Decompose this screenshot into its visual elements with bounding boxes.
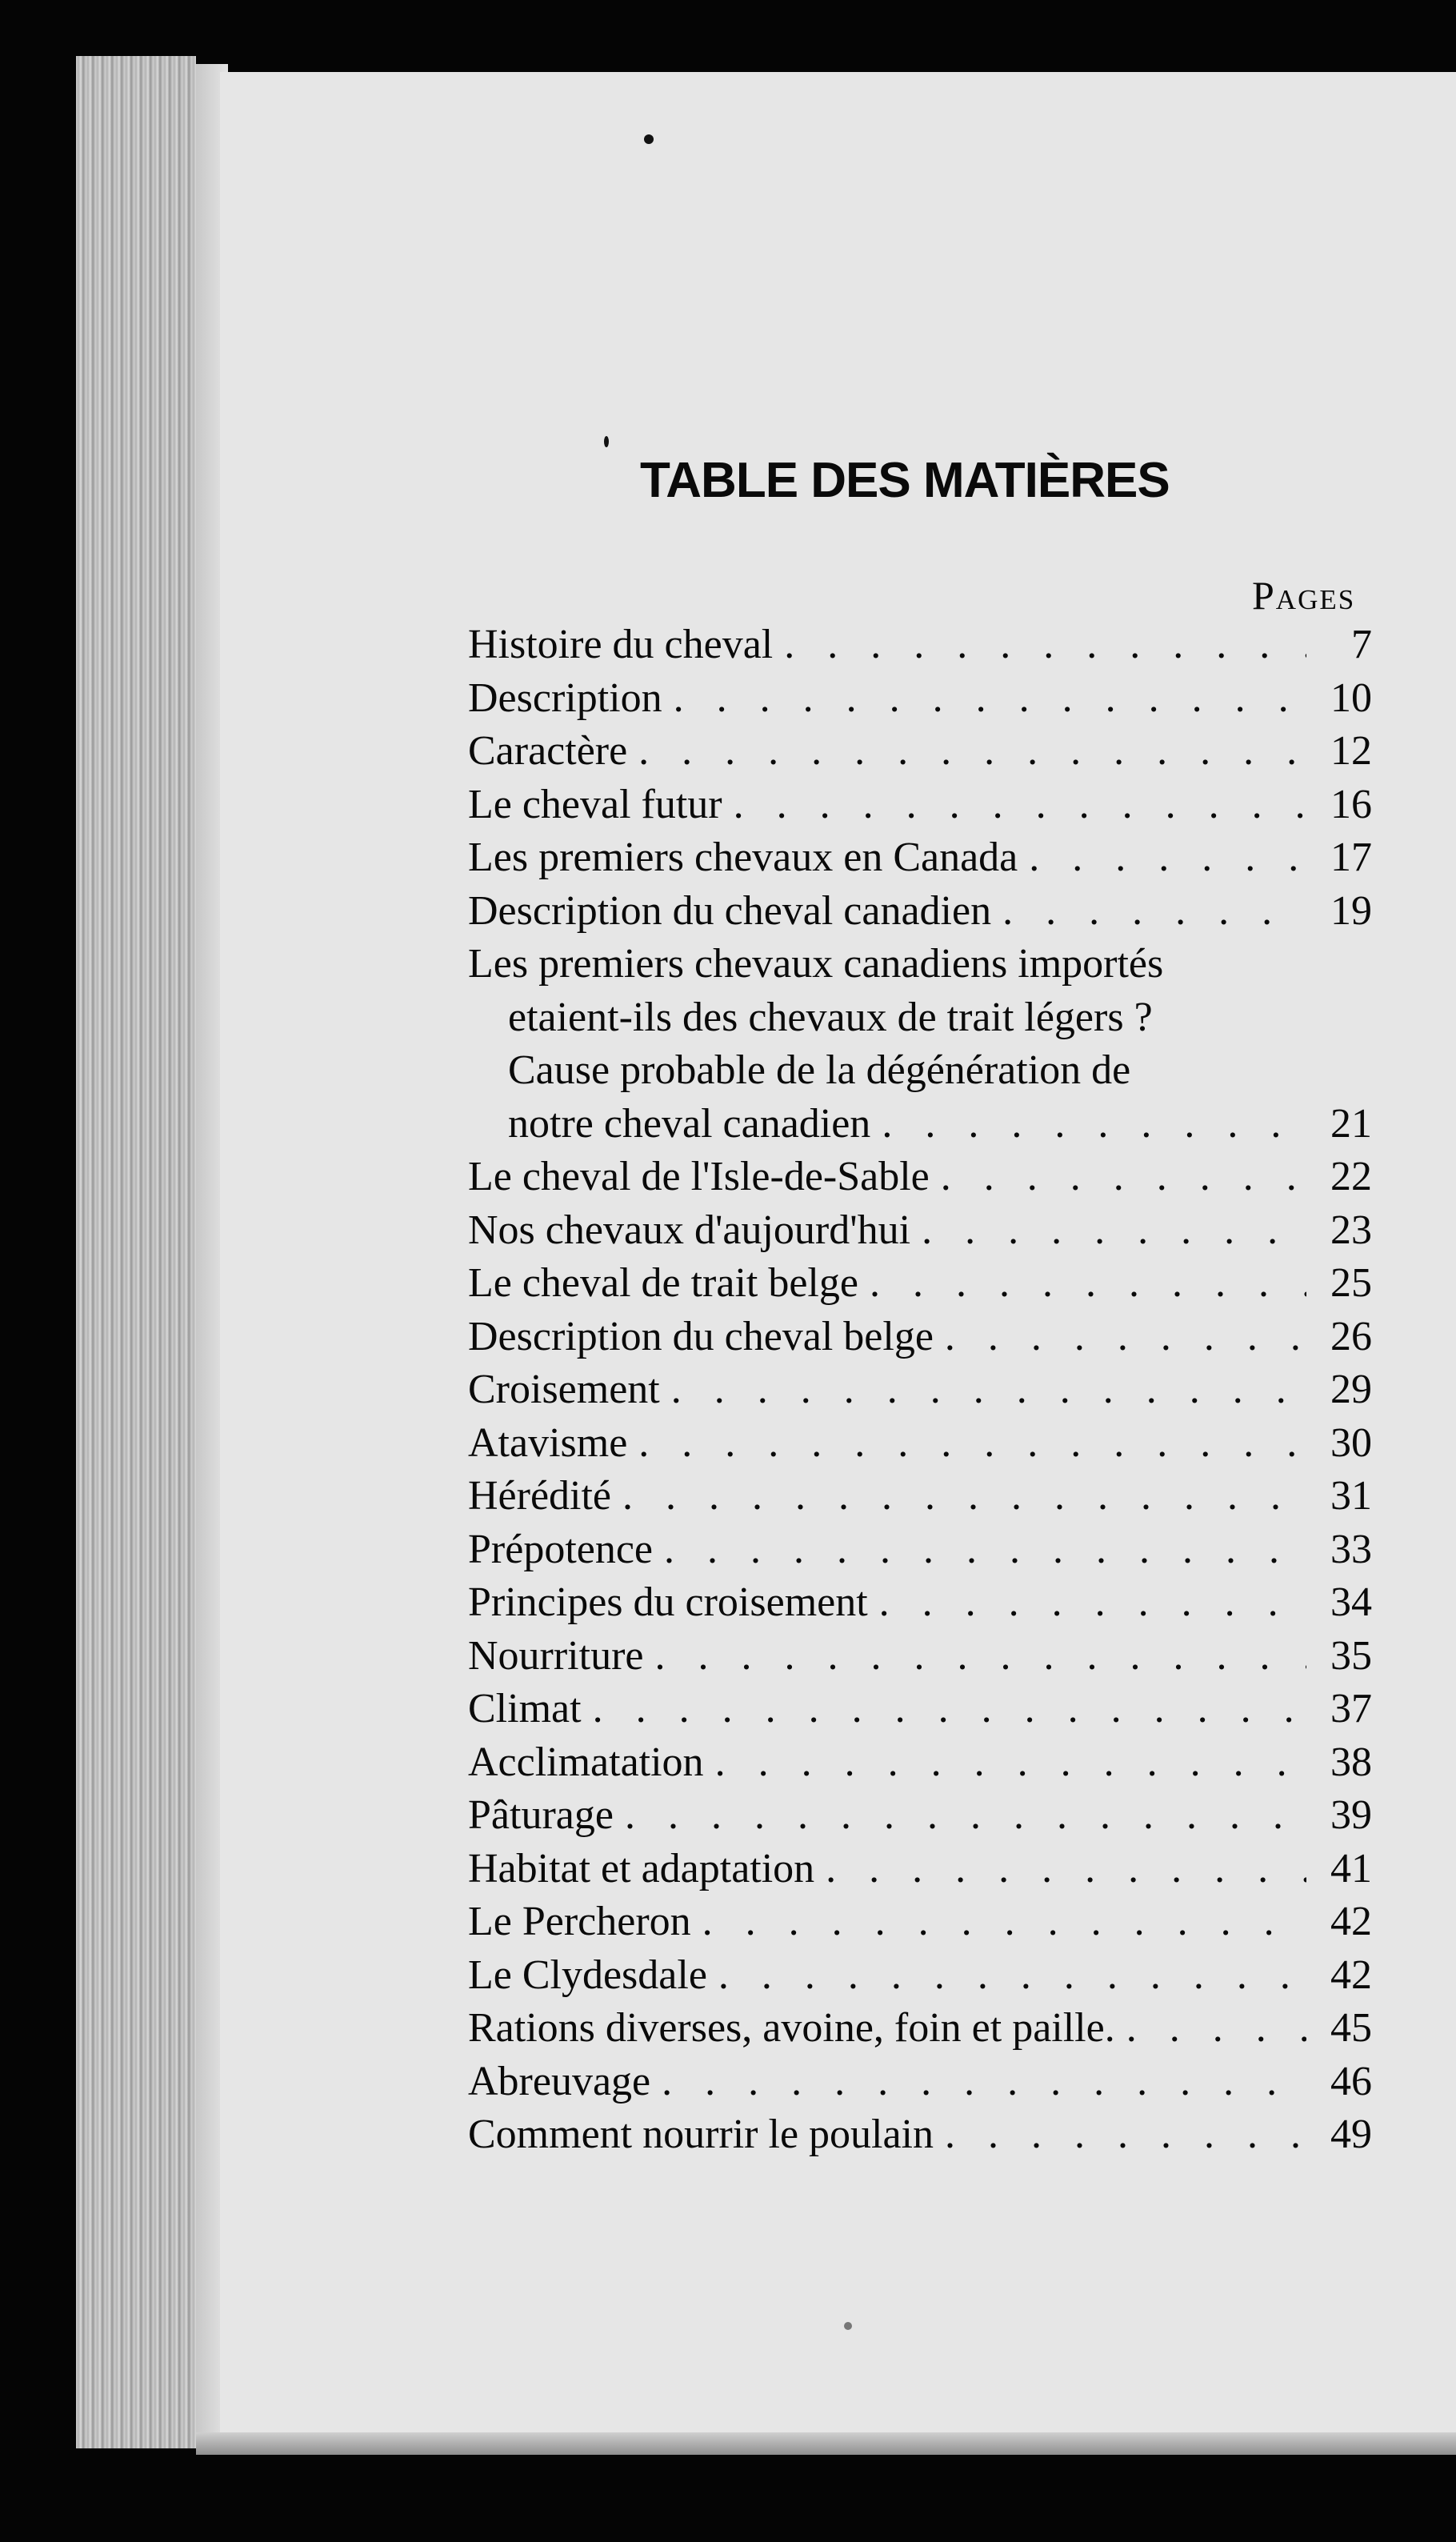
toc-leader-dots xyxy=(734,779,1306,832)
scan-speck xyxy=(604,436,609,447)
toc-entry xyxy=(468,2056,1372,2109)
toc-entry xyxy=(468,1363,1372,1417)
toc-page-number: 16 xyxy=(1330,781,1372,827)
toc-page-number: 26 xyxy=(1330,1313,1372,1359)
toc-entry xyxy=(468,1470,1372,1523)
page-title: TABLE DES MATIÈRES xyxy=(640,453,1170,508)
toc-entry xyxy=(468,831,1372,885)
toc-leader-dots xyxy=(784,618,1306,672)
toc-entry-title: Pâturage xyxy=(468,1792,614,1838)
toc-leader-dots xyxy=(593,1683,1306,1736)
toc-leader-dots xyxy=(662,2056,1306,2109)
toc-entry-title: Abreuvage xyxy=(468,2058,651,2104)
toc-entry xyxy=(468,672,1372,726)
toc-entry xyxy=(468,1257,1372,1311)
toc-entry-line xyxy=(468,991,1372,1045)
toc-leader-dots xyxy=(622,1470,1306,1523)
toc-entry-title: Les premiers chevaux en Canada xyxy=(468,835,1018,880)
toc-entry-title: Principes du croisement xyxy=(468,1579,868,1625)
toc-entry xyxy=(468,1736,1372,1790)
toc-leader-dots xyxy=(1029,831,1306,885)
toc-entry xyxy=(468,938,1372,1151)
toc-page-number: 29 xyxy=(1330,1367,1372,1412)
toc-entry-title: Le Percheron xyxy=(468,1899,691,1944)
toc-entry-title: Nourriture xyxy=(468,1632,644,1679)
toc-leader-dots xyxy=(625,1789,1306,1843)
toc-page-number: 30 xyxy=(1330,1419,1372,1466)
toc-entry-title: Hérédité xyxy=(468,1473,612,1519)
toc-entry-line xyxy=(468,1044,1372,1098)
toc-entry-title: Description du cheval canadien xyxy=(468,887,992,934)
toc-entry xyxy=(468,1630,1372,1683)
toc-leader-dots xyxy=(671,1363,1306,1417)
toc-page-number: 38 xyxy=(1330,1739,1372,1785)
toc-entry-title: Les premiers chevaux canadiens importés xyxy=(468,941,1164,987)
scan-speck xyxy=(644,134,654,144)
toc-entry-title: Cause probable de la dégénération de xyxy=(508,1047,1131,1093)
toc-entry xyxy=(468,1789,1372,1843)
toc-entry-title: Le cheval futur xyxy=(468,781,722,827)
toc-leader-dots xyxy=(702,1895,1306,1949)
toc-entry xyxy=(468,1523,1372,1577)
toc-entry-title: notre cheval canadien xyxy=(508,1100,871,1147)
toc-leader-dots xyxy=(826,1843,1306,1896)
book-spine-edge xyxy=(76,56,196,2448)
toc-page-number: 33 xyxy=(1330,1526,1372,1572)
toc-page-number: 22 xyxy=(1330,1154,1372,1199)
toc-entry xyxy=(468,1576,1372,1630)
toc-page-number: 41 xyxy=(1330,1845,1372,1891)
table-of-contents xyxy=(468,618,1372,2162)
toc-page-number: 19 xyxy=(1330,887,1372,934)
toc-entry-title: Acclimatation xyxy=(468,1739,704,1785)
toc-entry-title: Histoire du cheval xyxy=(468,622,774,667)
toc-leader-dots xyxy=(882,1098,1306,1151)
toc-entry xyxy=(468,1895,1372,1949)
toc-leader-dots xyxy=(945,1311,1306,1364)
toc-leader-dots xyxy=(879,1576,1306,1630)
toc-entry xyxy=(468,618,1372,672)
toc-entry-title: Le cheval de l'Isle-de-Sable xyxy=(468,1154,930,1199)
toc-page-number: 7 xyxy=(1351,622,1372,667)
toc-page-number: 49 xyxy=(1330,2112,1372,2157)
toc-page-number: 39 xyxy=(1330,1792,1372,1838)
toc-page-number: 21 xyxy=(1330,1100,1372,1147)
toc-leader-dots xyxy=(941,1151,1306,1204)
toc-page-number: 42 xyxy=(1330,1899,1372,1944)
toc-entry xyxy=(468,1311,1372,1364)
toc-page-number: 12 xyxy=(1330,728,1372,774)
toc-page-number: 10 xyxy=(1330,675,1372,721)
pages-column-header: Pages xyxy=(1252,573,1356,618)
toc-entry xyxy=(468,1683,1372,1736)
toc-leader-dots xyxy=(1002,885,1306,939)
toc-leader-dots xyxy=(654,1630,1306,1683)
toc-entry-title: Comment nourrir le poulain xyxy=(468,2112,934,2157)
toc-leader-dots xyxy=(664,1523,1306,1577)
toc-entry xyxy=(468,2002,1372,2056)
toc-entry-title: etaient-ils des chevaux de trait légers ? xyxy=(508,994,1153,1040)
toc-page-number: 34 xyxy=(1330,1579,1372,1625)
toc-leader-dots xyxy=(718,1949,1306,2003)
toc-entry-title: Rations diverses, avoine, foin et paille. xyxy=(468,2005,1115,2051)
toc-entry xyxy=(468,1949,1372,2003)
toc-page-number: 23 xyxy=(1330,1207,1372,1253)
toc-leader-dots xyxy=(922,1204,1306,1258)
toc-entry xyxy=(468,885,1372,939)
toc-entry xyxy=(468,779,1372,832)
toc-entry-title: Description xyxy=(468,675,662,721)
toc-entry xyxy=(468,1204,1372,1258)
scan-speck xyxy=(844,2322,852,2330)
toc-page-number: 45 xyxy=(1330,2005,1372,2051)
toc-leader-dots xyxy=(1126,2002,1306,2056)
toc-entry-line xyxy=(468,938,1372,991)
toc-entry xyxy=(468,1417,1372,1471)
toc-entry xyxy=(468,1151,1372,1204)
toc-page-number: 37 xyxy=(1330,1686,1372,1731)
toc-entry-title: Atavisme xyxy=(468,1419,628,1466)
toc-entry-title: Description du cheval belge xyxy=(468,1313,934,1359)
toc-entry-line xyxy=(468,1098,1372,1151)
toc-leader-dots xyxy=(870,1257,1306,1311)
toc-entry xyxy=(468,725,1372,779)
toc-page-number: 25 xyxy=(1330,1260,1372,1306)
toc-entry-title: Nos chevaux d'aujourd'hui xyxy=(468,1207,911,1253)
toc-entry-title: Croisement xyxy=(468,1367,660,1412)
toc-entry-title: Caractère xyxy=(468,728,628,774)
toc-page-number: 35 xyxy=(1330,1632,1372,1679)
toc-entry-title: Habitat et adaptation xyxy=(468,1845,815,1891)
toc-entry-title: Le cheval de trait belge xyxy=(468,1260,858,1306)
toc-entry xyxy=(468,2108,1372,2162)
toc-leader-dots xyxy=(674,672,1306,726)
toc-entry-title: Prépotence xyxy=(468,1526,654,1572)
toc-page-number: 42 xyxy=(1330,1952,1372,1998)
toc-leader-dots xyxy=(715,1736,1306,1790)
toc-entry-title: Climat xyxy=(468,1686,582,1731)
toc-entry xyxy=(468,1843,1372,1896)
toc-leader-dots xyxy=(638,1417,1306,1471)
toc-page-number: 46 xyxy=(1330,2058,1372,2104)
page-bottom-edge xyxy=(196,2432,1456,2455)
toc-leader-dots xyxy=(945,2108,1306,2162)
toc-page-number: 31 xyxy=(1330,1473,1372,1519)
toc-leader-dots xyxy=(638,725,1306,779)
toc-entry-title: Le Clydesdale xyxy=(468,1952,707,1998)
toc-page-number: 17 xyxy=(1330,835,1372,880)
